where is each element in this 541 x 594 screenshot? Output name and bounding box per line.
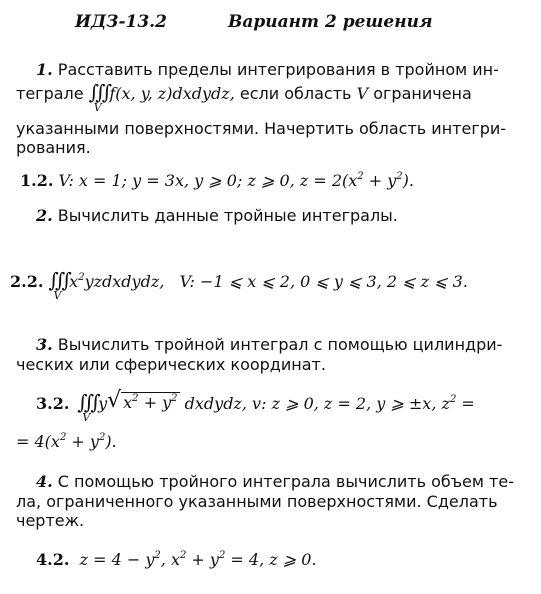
p42-s2: 2 (179, 550, 187, 561)
task1-text-1: Расставить пределы интегрирования в тройном ин- (57, 60, 499, 79)
p42-d: = 4, z ⩾ 0. (225, 550, 317, 569)
task1-line4: рования. (16, 138, 91, 157)
p12-b: + y (363, 171, 397, 190)
p32-after: dxdydz, (184, 394, 247, 413)
task4-line3: чертеж. (16, 511, 85, 530)
p32-rx: x (123, 393, 133, 413)
p42-c: + y (186, 550, 219, 569)
task4-line2 (16, 492, 498, 511)
doc-code: ИДЗ-13.2 (75, 12, 167, 32)
integral-subscript: V (82, 411, 91, 424)
p32-rs2: 2 (171, 393, 178, 405)
square-root (107, 390, 179, 412)
p22-x: x (69, 272, 79, 291)
task1-var: V (356, 84, 369, 103)
task1-text-2c: ограничена (373, 84, 472, 103)
task2-number: 2. (36, 206, 53, 225)
task4-text-1: С помощью тройного интеграла вычислить объем те- (57, 472, 514, 491)
task1-expr: f(x, y, z)dxdydz, (109, 84, 235, 103)
task3-line1 (36, 335, 503, 354)
p32-cond (252, 396, 475, 412)
task1-text-2b: если область (239, 84, 352, 103)
task2-text: Вычислить данные тройные интегралы. (57, 206, 398, 225)
triple-integral-2 (48, 268, 68, 302)
p32-l2s1: 2 (59, 432, 67, 443)
integral-sign: ∭ (48, 268, 68, 292)
problem-4-2 (36, 552, 317, 568)
problem-1-2-expr (59, 171, 414, 190)
task1-text-2a: теграле (16, 84, 84, 103)
p12-sup2: 2 (396, 171, 403, 182)
problem-3-2 (36, 388, 475, 424)
p42-s3: 2 (218, 550, 226, 561)
task3-number: 3. (36, 335, 53, 354)
integral-sign: ∭ (77, 390, 97, 414)
p12-sup1: 2 (357, 171, 364, 182)
triple-integral-1 (88, 80, 108, 114)
radicand (121, 392, 179, 412)
p32-y: y (98, 394, 108, 413)
radical-sign: √ (107, 388, 122, 413)
p12-c: ). (402, 171, 414, 190)
integral-subscript: V (93, 101, 102, 114)
p32-rs1: 2 (132, 393, 139, 405)
p32-l2c: ). (105, 432, 117, 451)
p32-cond-sup: 2 (449, 394, 457, 405)
task1-line2 (16, 82, 491, 116)
p22-sup: 2 (78, 272, 85, 283)
p22-rest: yzdxdydz, (84, 272, 165, 291)
variant-title: Вариант 2 решения (228, 12, 433, 32)
p32-l2s2: 2 (98, 432, 106, 443)
p32-l2b: + y (66, 432, 99, 451)
problem-2-2-label: 2.2. (10, 272, 44, 291)
task4-line1 (36, 472, 514, 491)
p32-cond-a: v: z ⩾ 0, z = 2, y ⩾ ±x, z (252, 394, 450, 413)
p42-a: z = 4 − y (79, 550, 155, 569)
task2-line (36, 208, 398, 224)
task4-number: 4. (36, 472, 53, 491)
p32-cond-end: = (456, 394, 475, 413)
problem-1-2 (20, 173, 414, 189)
problem-2-2-domain: V: −1 ⩽ x ⩽ 2, 0 ⩽ y ⩽ 3, 2 ⩽ z ⩽ 3. (179, 272, 468, 291)
problem-4-2-label: 4.2. (36, 550, 70, 569)
task1-number: 1. (36, 60, 53, 79)
problem-4-2-expr (80, 550, 317, 569)
triple-integral-3 (77, 390, 97, 424)
task1-line1 (36, 60, 499, 79)
integral-sign: ∭ (88, 80, 108, 104)
p42-b: , x (160, 550, 180, 569)
p32-rm: + y (138, 393, 172, 413)
problem-3-2-label: 3.2. (36, 394, 70, 413)
integral-subscript: V (53, 289, 62, 302)
problem-3-2-line2 (16, 434, 117, 450)
p42-s1: 2 (154, 550, 161, 561)
task4-text-2: ла, ограниченного указанными поверхностями. Сделать (16, 492, 498, 511)
task1-line3 (16, 119, 507, 138)
problem-2-2 (10, 268, 468, 302)
task3-text-1: Вычислить тройной интеграл с помощью цилиндри- (57, 335, 503, 354)
p12-a: V: x = 1; y = 3x, y ⩾ 0; z ⩾ 0, z = 2(x (58, 171, 358, 190)
problem-2-2-integrand (69, 272, 164, 291)
task1-text-3: указанными поверхностями. Начертить область интегри- (16, 119, 507, 138)
p32-l2a: = 4(x (16, 432, 60, 451)
problem-1-2-label: 1.2. (20, 171, 54, 190)
task3-line2: ческих или сферических координат. (16, 355, 326, 374)
